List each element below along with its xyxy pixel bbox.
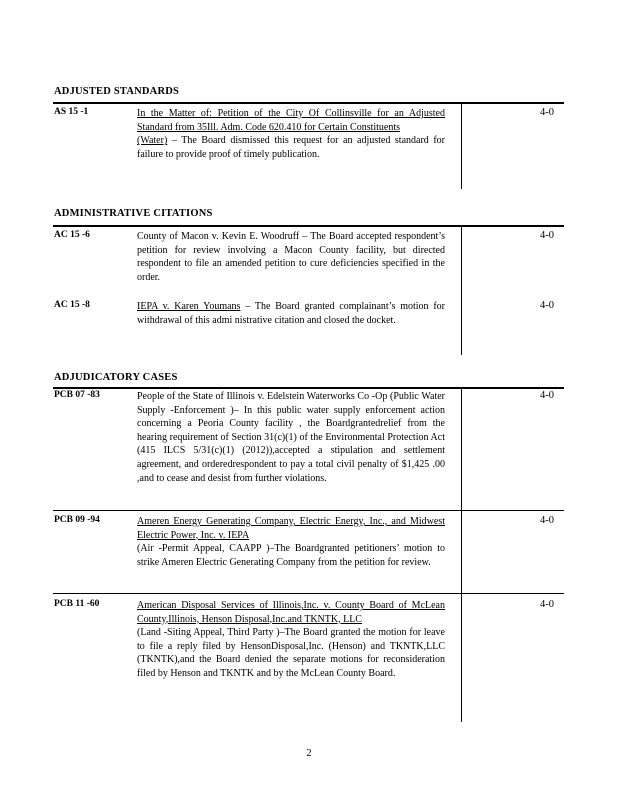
- case-caption-link[interactable]: American Disposal Services of Illinois,Inc. v. County Board of McLean County,Illinois, Henson Disposal,Inc.and TKNTK, LLC: [137, 600, 445, 625]
- entry-description: [137, 107, 445, 161]
- case-type: (Water): [137, 135, 168, 147]
- case-caption-link[interactable]: Ameren Energy Generating Company, Electric Energy, Inc., and Midwest Electric Power, Inc. v. IEPA: [137, 516, 445, 541]
- vote-tally: 4-0: [540, 300, 554, 311]
- case-summary: – The Board dismissed this request for an adjusted standard for failure to provide proof of timely publication.: [137, 135, 445, 160]
- section-rule: [53, 387, 564, 389]
- vote-tally: 4-0: [540, 515, 554, 526]
- case-caption-link[interactable]: In the Matter of: Petition of the City Of Collinsville for an Adjusted Standard from 35Ill. Adm. Code 620.410 for Certain Constituents: [137, 108, 445, 133]
- section-title-adjusted-standards: ADJUSTED STANDARDS: [54, 86, 180, 97]
- docket-number: PCB 11 -60: [54, 599, 100, 609]
- entry-description: [137, 515, 445, 569]
- page-number: 2: [306, 748, 312, 759]
- column-divider: [461, 227, 462, 355]
- section-rule: [53, 102, 564, 104]
- case-caption-link[interactable]: IEPA v. Karen Youmans: [137, 301, 241, 312]
- entry-description: [137, 599, 445, 681]
- case-summary: (Land -Siting Appeal, Third Party )–The Board granted the motion for leave to file a reply filed by HensonDisposal,Inc. (Henson) and TKNTK,LLC (TKNTK),and the Board denied the separate motions for reconsideration filed by Henson and TKNTK and by the McLean County Board.: [137, 627, 445, 679]
- docket-number: PCB 09 -94: [54, 515, 100, 525]
- entry-description: [137, 300, 445, 327]
- entry-description: [137, 390, 445, 485]
- section-rule: [53, 225, 564, 227]
- vote-tally: 4-0: [540, 107, 554, 118]
- section-title-administrative-citations: ADMINISTRATIVE CITATIONS: [54, 208, 213, 219]
- docket-number: AS 15 -1: [54, 107, 89, 117]
- column-divider: [461, 389, 462, 722]
- vote-tally: 4-0: [540, 230, 554, 241]
- vote-tally: 4-0: [540, 599, 554, 610]
- entry-rule: [53, 593, 564, 594]
- entry-rule: [53, 510, 564, 511]
- docket-number: PCB 07 -83: [54, 390, 100, 400]
- section-title-adjudicatory-cases: ADJUDICATORY CASES: [54, 372, 178, 383]
- case-summary: County of Macon v. Kevin E. Woodruff – The Board accepted respondent’s petition for review involving a Macon County facility, but directed respondent to file an amended petition to cure deficiencies specified in the order.: [137, 231, 445, 283]
- case-summary: People of the State of Illinois v. Edelstein Waterworks Co -Op (Public Water Supply -Enforcement )– In this public water supply enforcement action concerning a Peoria County facility , the Boardgrantedrelief from the hearing requirement of Section 31(c)(1) of the Environmental Protection Act (415 ILCS 5/31(c)(1) (2012)),accepted a stipulation and settlement agreement, and orderedrespondent to pay a total civil penalty of $1,425 .00 ,and to cease and desist from further violations.: [137, 391, 445, 484]
- case-summary: (Air -Permit Appeal, CAAPP )–The Boardgranted petitioners’ motion to strike Ameren Electric Generating Company from the petition for review.: [137, 543, 445, 568]
- vote-tally: 4-0: [540, 390, 554, 401]
- docket-number: AC 15 -8: [54, 300, 90, 310]
- column-divider: [461, 104, 462, 189]
- docket-number: AC 15 -6: [54, 230, 90, 240]
- case-summary: – The Board granted complainant’s motion for withdrawal of this admi nistrative citation and closed the docket.: [137, 301, 445, 326]
- entry-description: [137, 230, 445, 284]
